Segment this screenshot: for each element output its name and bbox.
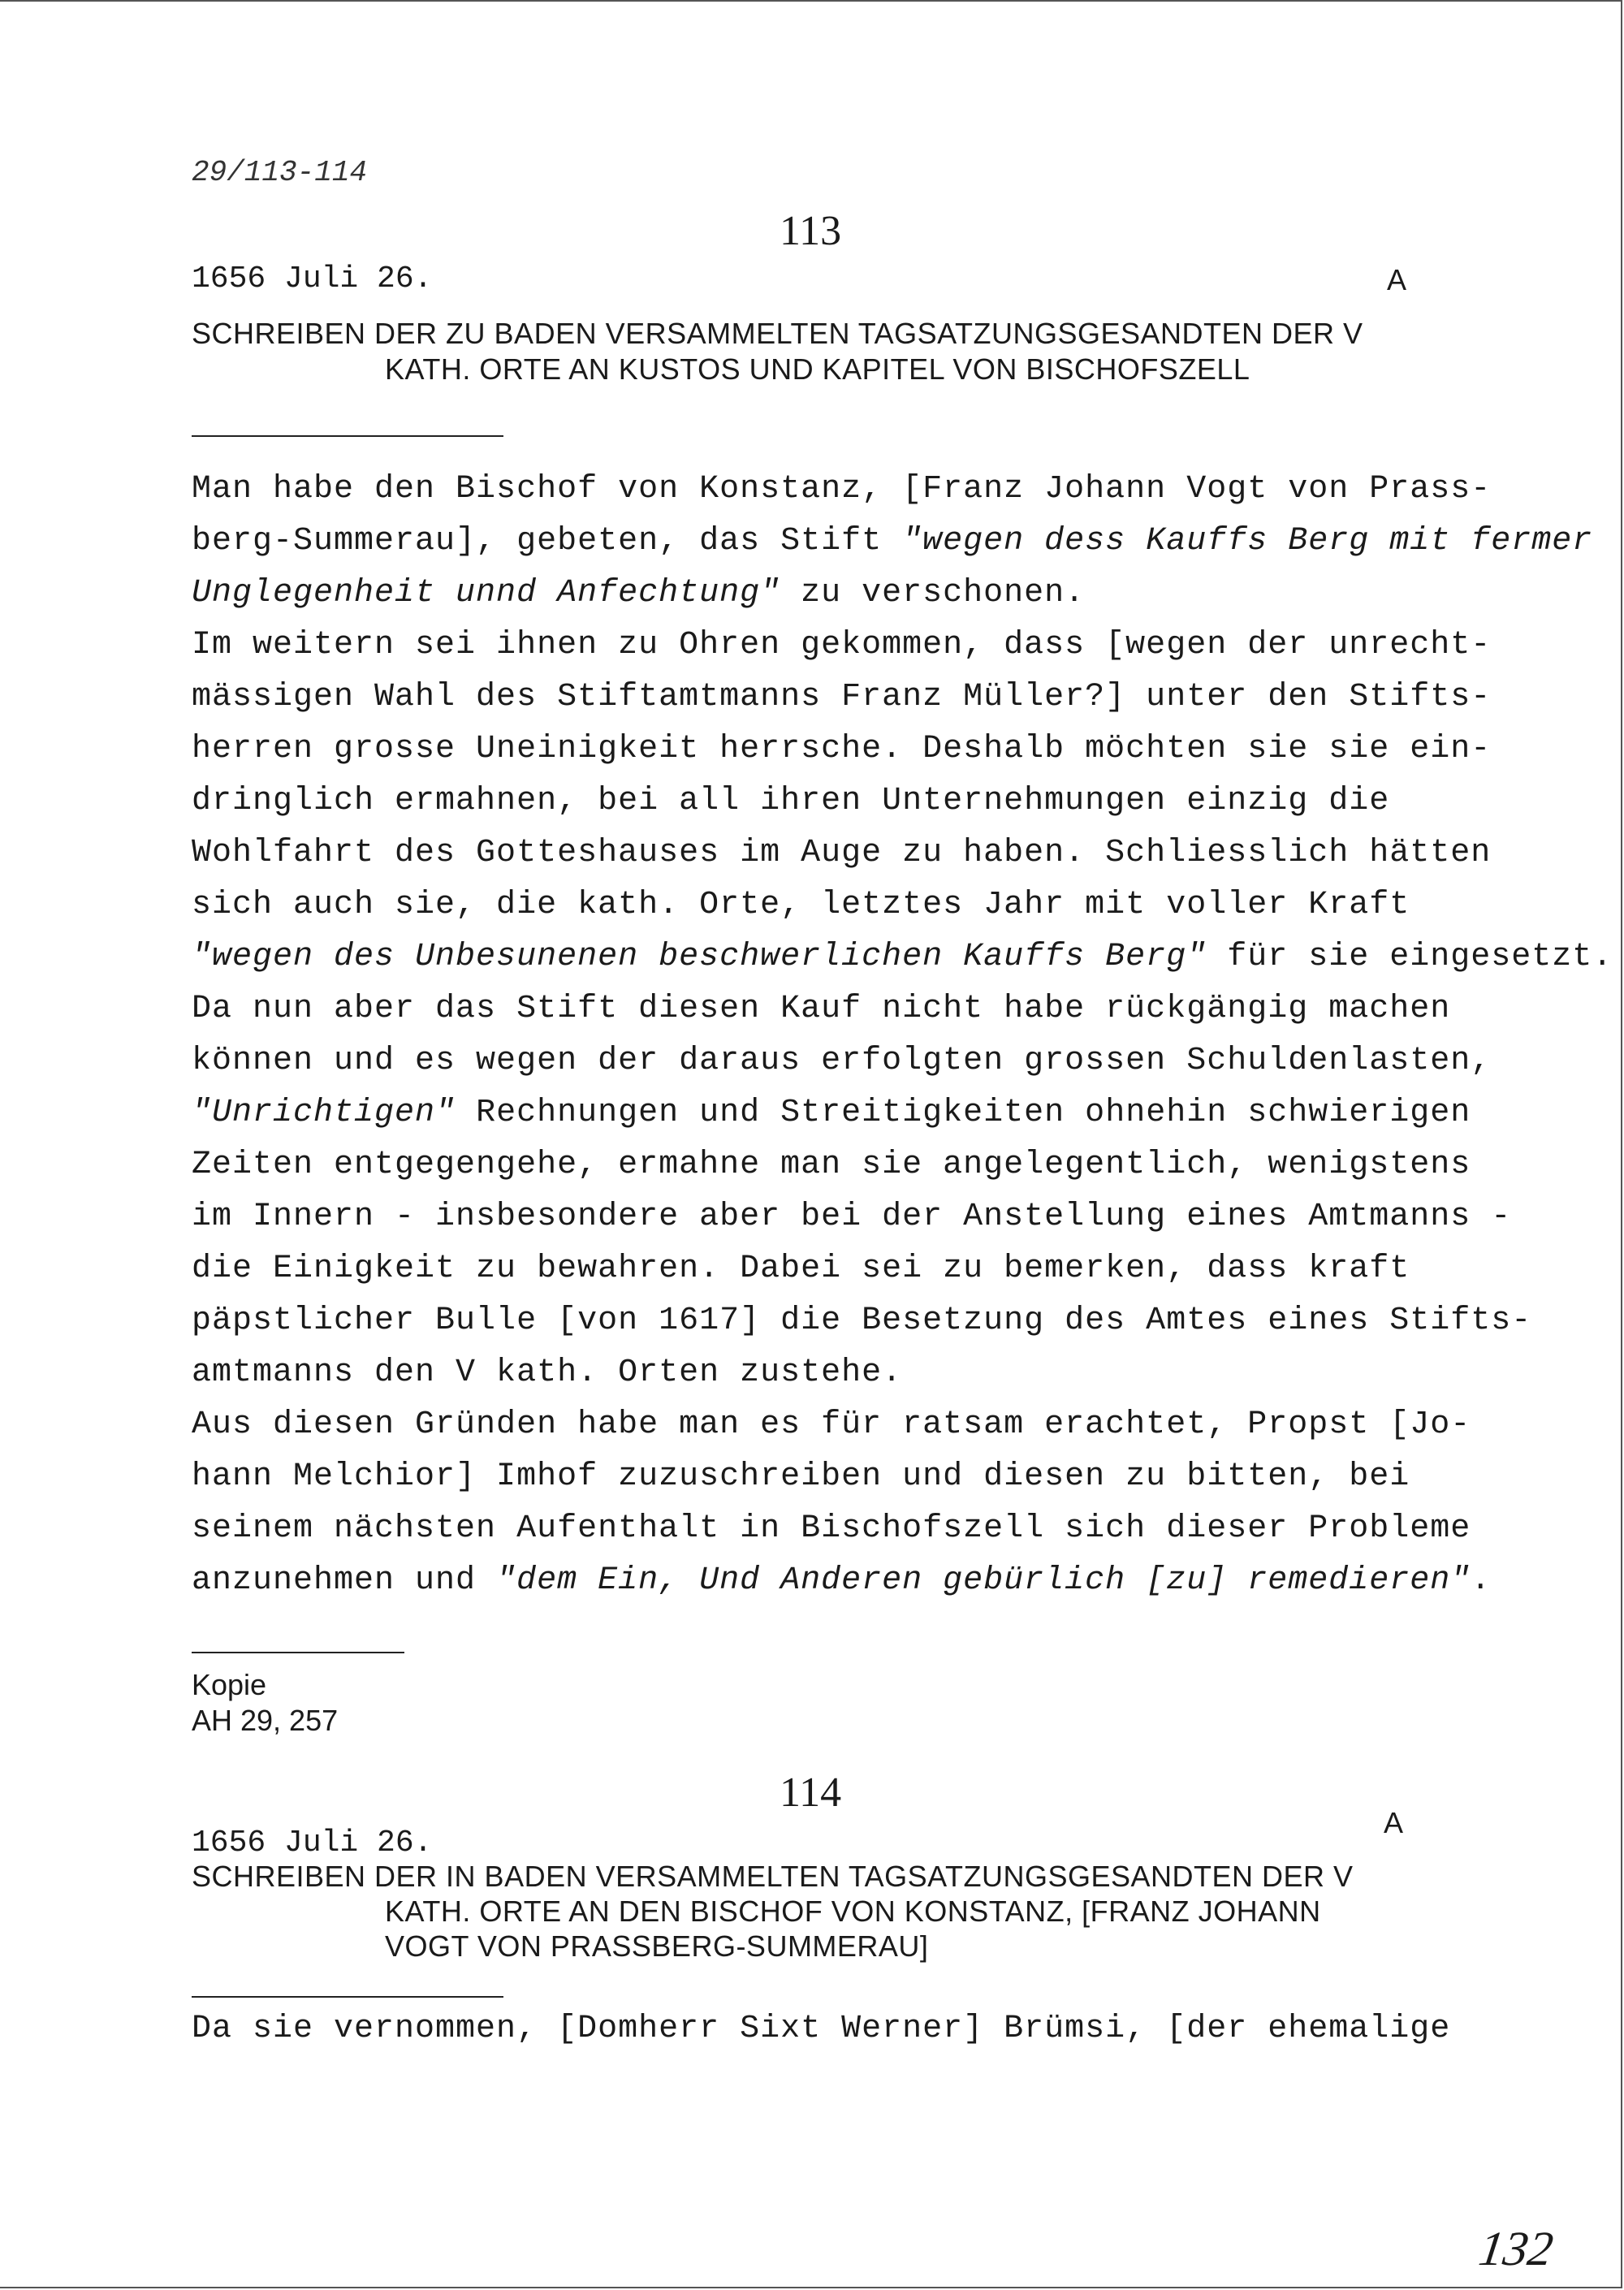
body-line: mässigen Wahl des Stiftamtmanns Franz Müller?] unter den Stifts- (192, 679, 1492, 715)
source-reference: AH 29, 257 (192, 1704, 339, 1737)
source-type: Kopie (192, 1668, 267, 1701)
body-line (192, 1095, 1471, 1131)
body-line: sich auch sie, die kath. Orte, letztes Jahr mit voller Kraft (192, 887, 1410, 923)
body-line: herren grosse Uneinigkeit herrsche. Deshalb möchten sie sie ein- (192, 731, 1492, 767)
document-title-114-line3: VOGT VON PRASSBERG-SUMMERAU] (385, 1929, 929, 1963)
text-segment: . (1471, 1562, 1492, 1599)
body-line: päpstlicher Bulle [von 1617] die Besetzung des Amtes eines Stifts- (192, 1303, 1532, 1339)
source-rule-113 (192, 1652, 404, 1653)
body-line: seinem nächsten Aufenthalt in Bischofszell sich dieser Probleme (192, 1510, 1471, 1547)
body-line (192, 1562, 1491, 1599)
body-line: amtmanns den V kath. Orten zustehe. (192, 1355, 903, 1391)
quotation: Unglegenheit unnd Anfechtung" (192, 575, 781, 611)
text-segment: berg-Summerau], gebeten, das Stift (192, 523, 903, 560)
quotation: "wegen dess Kauffs Berg mit fermer (902, 523, 1593, 560)
text-segment: zu verschonen. (780, 575, 1086, 611)
body-line (192, 939, 1613, 975)
text-segment: anzunehmen und (192, 1562, 497, 1599)
document-marker-113: A (1387, 263, 1407, 296)
body-line: Im weitern sei ihnen zu Ohren gekommen, dass [wegen der unrecht- (192, 627, 1492, 663)
archive-reference: 29/113-114 (192, 156, 368, 189)
document-number-114: 114 (780, 1769, 842, 1816)
quotation: "wegen des Unbesunenen beschwerlichen Kauffs Berg" (192, 939, 1207, 975)
document-date-114: 1656 Juli 26. (192, 1826, 433, 1860)
document-number-113: 113 (780, 208, 842, 254)
quotation: "Unrichtigen" (192, 1095, 456, 1131)
body-line: dringlich ermahnen, bei all ihren Unternehmungen einzig die (192, 783, 1390, 819)
document-title-113-line2: KATH. ORTE AN KUSTOS UND KAPITEL VON BISCHOFSZELL (385, 352, 1250, 386)
title-rule-113 (192, 435, 503, 437)
body-line: Wohlfahrt des Gotteshauses im Auge zu haben. Schliesslich hätten (192, 835, 1492, 871)
document-body-114-line: Da sie vernommen, [Domherr Sixt Werner] Brümsi, [der ehemalige (192, 2011, 1451, 2047)
document-title-114-line2: KATH. ORTE AN DEN BISCHOF VON KONSTANZ, [FRANZ JOHANN (385, 1895, 1321, 1928)
body-line (192, 523, 1592, 560)
quotation: "dem Ein, Und Anderen gebürlich [zu] remedieren" (496, 1562, 1471, 1599)
body-line: hann Melchior] Imhof zuzuschreiben und diesen zu bitten, bei (192, 1458, 1410, 1495)
document-date-113: 1656 Juli 26. (192, 261, 433, 296)
text-segment: Rechnungen und Streitigkeiten ohnehin schwierigen (456, 1095, 1471, 1131)
document-title-113-line1: SCHREIBEN DER ZU BADEN VERSAMMELTEN TAGSATZUNGSGESANDTEN DER V (192, 317, 1363, 350)
body-line: Da nun aber das Stift diesen Kauf nicht habe rückgängig machen (192, 991, 1451, 1027)
folio-number: 132 (1475, 2222, 1557, 2275)
body-line: Man habe den Bischof von Konstanz, [Franz Johann Vogt von Prass- (192, 471, 1492, 508)
body-line (192, 575, 1085, 611)
body-line: im Innern - insbesondere aber bei der Anstellung eines Amtmanns - (192, 1199, 1512, 1235)
document-title-114-line1: SCHREIBEN DER IN BADEN VERSAMMELTEN TAGSATZUNGSGESANDTEN DER V (192, 1860, 1354, 1893)
body-line: die Einigkeit zu bewahren. Dabei sei zu bemerken, dass kraft (192, 1251, 1410, 1287)
body-line: Zeiten entgegengehe, ermahne man sie angelegentlich, wenigstens (192, 1147, 1471, 1183)
title-rule-114 (192, 1996, 503, 1998)
body-line: Aus diesen Gründen habe man es für ratsam erachtet, Propst [Jo- (192, 1406, 1471, 1443)
document-marker-114: A (1384, 1806, 1404, 1839)
text-segment: für sie eingesetzt. (1207, 939, 1613, 975)
body-line: können und es wegen der daraus erfolgten grossen Schuldenlasten, (192, 1043, 1492, 1079)
